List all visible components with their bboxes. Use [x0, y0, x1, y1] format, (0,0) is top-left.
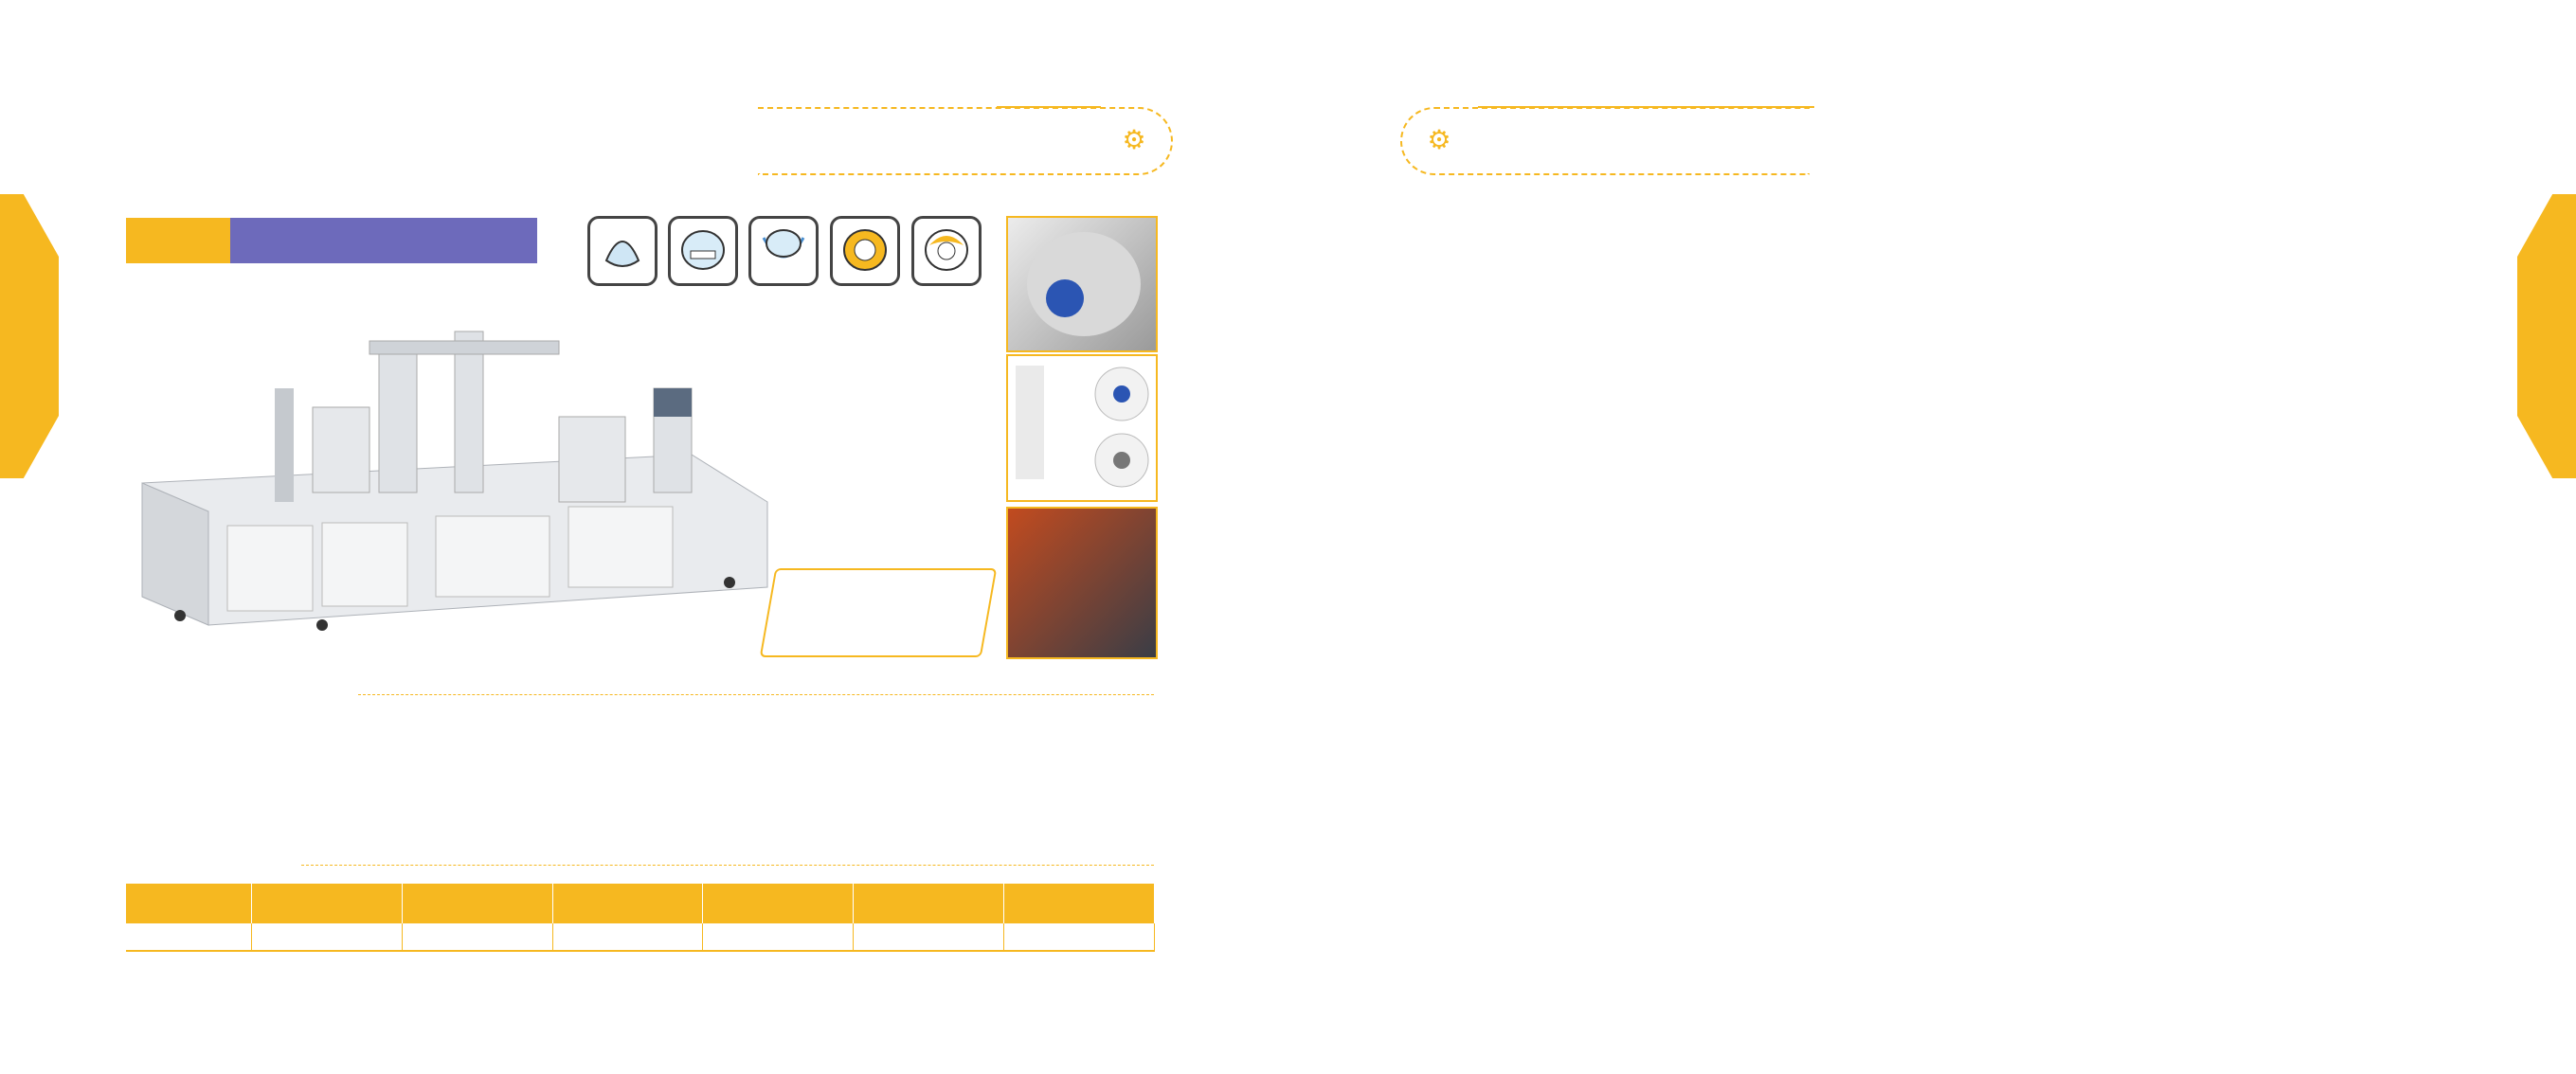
table-cell — [251, 923, 402, 951]
right-title-frame — [1400, 107, 1810, 175]
table-cell — [402, 923, 552, 951]
mask-types-photo — [1006, 354, 1158, 502]
table-header — [552, 884, 703, 923]
table-header — [251, 884, 402, 923]
table-cell — [703, 923, 854, 951]
table-header — [854, 884, 1004, 923]
worker-photo — [1006, 507, 1158, 659]
intro-divider — [358, 694, 1154, 695]
nose-clip-icon — [587, 216, 658, 286]
sponge-half-icon — [911, 216, 982, 286]
arrow-line — [1478, 106, 1814, 108]
table-header — [703, 884, 854, 923]
table-cell — [126, 923, 251, 951]
main-machine-image — [123, 313, 777, 644]
option-sponge-half — [911, 216, 982, 290]
gear-icon: ⚙ — [1427, 125, 1451, 154]
right-side-tab — [2517, 194, 2576, 478]
table-header-row — [126, 884, 1155, 923]
table-cell — [552, 923, 703, 951]
details-divider — [301, 865, 1154, 866]
earband-icon — [748, 216, 819, 286]
table-cell — [854, 923, 1004, 951]
logo-printing-icon — [668, 216, 738, 286]
spec-table — [126, 884, 1155, 952]
option-earband — [748, 216, 819, 290]
left-title-frame — [758, 107, 1173, 175]
optional-config — [126, 218, 537, 263]
option-nose-clip — [587, 216, 658, 290]
left-side-tab — [0, 194, 59, 478]
table-header — [402, 884, 552, 923]
gear-icon: ⚙ — [1122, 125, 1146, 154]
table-header — [1004, 884, 1155, 923]
table-header — [126, 884, 251, 923]
mask-valve-photo — [1006, 216, 1158, 352]
option-logo-printing — [668, 216, 738, 290]
table-row — [126, 923, 1155, 951]
sponge-full-icon — [830, 216, 900, 286]
speed-badge — [760, 568, 998, 657]
arrow-line — [997, 106, 1101, 108]
option-sponge-full — [830, 216, 900, 290]
table-cell — [1004, 923, 1155, 951]
